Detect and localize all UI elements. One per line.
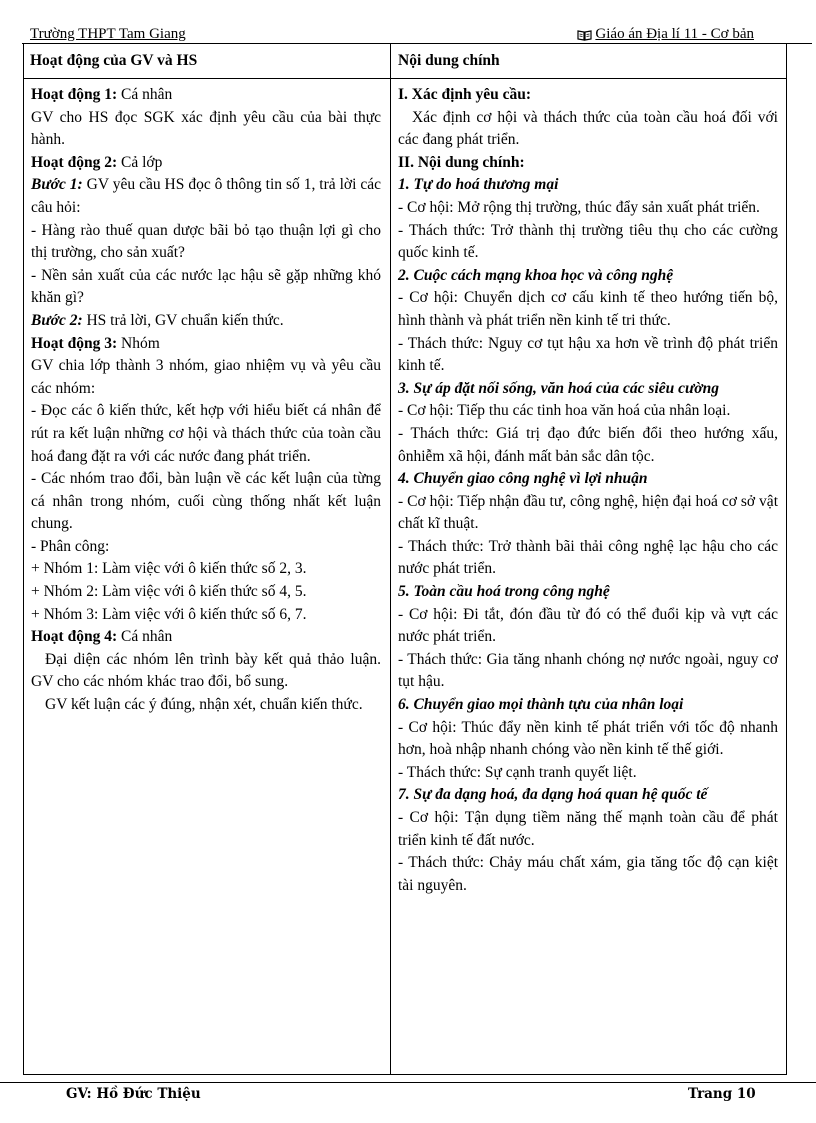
col-header-content: Nội dung chính: [398, 52, 500, 69]
activity-4: [31, 626, 381, 649]
item-7-opportunity: - Cơ hội: Tận dụng tiềm năng thế mạnh toàn cầu để phát triển kinh tế đất nước.: [398, 809, 778, 849]
activity-1-desc: GV cho HS đọc SGK xác định yêu cầu của bài thực hành.: [31, 108, 381, 149]
table-header-row: [24, 44, 786, 79]
column-divider: [390, 44, 391, 1074]
item-1-title: 1. Tự do hoá thương mại: [398, 176, 559, 194]
col-header-activities: Hoạt động của GV và HS: [30, 52, 198, 69]
activity-1: [31, 84, 381, 107]
teacher-name: GV: Hồ Đức Thiệu: [66, 1086, 201, 1102]
item-4-opportunity: - Cơ hội: Tiếp nhận đầu tư, công nghệ, hiện đại hoá cơ sở vật chất kĩ thuật.: [398, 492, 778, 533]
lesson-table: [23, 43, 787, 1075]
page-header: [30, 26, 786, 44]
item-4-challenge: - Thách thức: Trở thành bãi thải công nghệ lạc hậu cho các nước phát triển.: [398, 537, 778, 578]
question-1: - Hàng rào thuế quan dược bãi bỏ tạo thuận lợi gì cho thị trường, cho sản xuất?: [31, 221, 381, 262]
item-1-opportunity: - Cơ hội: Mở rộng thị trường, thúc đẩy sản xuất phát triển.: [398, 198, 760, 216]
section-2-title: II. Nội dung chính:: [398, 153, 525, 171]
item-5-challenge: - Thách thức: Gia tăng nhanh chóng nợ nước ngoài, nguy cơ tụt hậu.: [398, 650, 778, 691]
activity-3: [31, 333, 381, 356]
footer-rule: [0, 1082, 816, 1083]
task-2: - Các nhóm trao đổi, bàn luận về các kết luận của từng cá nhân trong nhóm, cuối cùng thống nhất kết luận chung.: [31, 470, 381, 533]
step-1-text: GV yêu cầu HS đọc ô thông tin số 1, trả lời các câu hỏi:: [31, 176, 382, 216]
item-2-opportunity: - Cơ hội: Chuyển dịch cơ cấu kinh tế theo hướng tiến bộ, hình thành và phát triển nền kinh tế tri thức.: [398, 289, 778, 329]
item-3-challenge: - Thách thức: Giá trị đạo đức biến đổi theo hướng xấu, ônhiễm xã hội, đánh mất bản sắc dân tộc.: [398, 424, 778, 465]
activity-4-para-1: Đại diện các nhóm lên trình bày kết quả thảo luận. GV cho các nhóm khác trao đổi, bổ sung.: [31, 650, 381, 691]
step-1: [31, 174, 381, 219]
item-6-challenge: - Thách thức: Sự cạnh tranh quyết liệt.: [398, 763, 637, 781]
item-5-title: 5. Toàn cầu hoá trong công nghệ: [398, 583, 610, 601]
item-7-challenge: - Thách thức: Chảy máu chất xám, gia tăng tốc độ cạn kiệt tài nguyên.: [398, 854, 778, 894]
item-6-opportunity: - Cơ hội: Thúc đẩy nền kinh tế phát triển với tốc độ nhanh hơn, hoà nhập nhanh chóng vào nền kinh tế thế giới.: [398, 718, 778, 759]
item-3-title: 3. Sự áp đặt nối sống, văn hoá của các siêu cường: [398, 379, 719, 397]
group-1: + Nhóm 1: Làm việc với ô kiến thức số 2, 3.: [31, 560, 307, 578]
activity-3-desc: GV chia lớp thành 3 nhóm, giao nhiệm vụ và yêu cầu các nhóm:: [31, 357, 381, 397]
item-5-opportunity: - Cơ hội: Đi tắt, đón đầu từ đó có thể đuổi kịp và vựt các nước phát triển.: [398, 605, 778, 646]
activity-1-label: Hoạt động 1:: [31, 86, 118, 103]
activity-1-type: Cá nhân: [117, 86, 173, 103]
activity-2: [31, 152, 381, 175]
assignment-label: - Phân công:: [31, 537, 110, 555]
school-name: Trường THPT Tam Giang: [30, 26, 186, 42]
item-3-opportunity: - Cơ hội: Tiếp thu các tinh hoa văn hoá của nhân loại.: [398, 402, 731, 420]
activities-column: [31, 84, 381, 717]
item-2-challenge: - Thách thức: Nguy cơ tụt hậu xa hơn về trình độ phát triển kinh tế.: [398, 334, 778, 375]
content-column: [398, 84, 778, 897]
item-4-title: 4. Chuyển giao công nghệ vì lợi nhuận: [398, 470, 648, 488]
item-7-title: 7. Sự đa dạng hoá, đa dạng hoá quan hệ quốc tế: [398, 786, 708, 804]
task-1: - Đọc các ô kiến thức, kết hợp với hiểu biết cá nhân để rút ra kết luận những cơ hội và thách thức của toàn cầu hoá đang đặt ra với các nước đang phát triển.: [31, 402, 381, 465]
section-1-text: Xác định cơ hội và thách thức của toàn cầu hoá đối với các đang phát triển.: [398, 108, 778, 149]
question-2: - Nền sản xuất của các nước lạc hậu sẽ gặp những khó khăn gì?: [31, 266, 381, 307]
activity-2-label: Hoạt động 2:: [31, 153, 118, 171]
activity-2-type: Cả lớp: [117, 153, 163, 171]
step-2-label: Bước 2:: [31, 311, 83, 329]
activity-3-label: Hoạt động 3:: [31, 334, 118, 352]
group-3: + Nhóm 3: Làm việc với ô kiến thức số 6, 7.: [31, 605, 307, 623]
item-6-title: 6. Chuyển giao mọi thành tựu của nhân loại: [398, 696, 684, 714]
activity-4-label: Hoạt động 4:: [31, 628, 118, 646]
subject-title-wrap: [577, 26, 754, 43]
group-2: + Nhóm 2: Làm việc với ô kiến thức số 4, 5.: [31, 583, 307, 601]
step-1-label: Bước 1:: [31, 176, 83, 194]
book-icon: [577, 29, 592, 41]
item-2-title: 2. Cuộc cách mạng khoa học và công nghệ: [398, 266, 674, 284]
activity-3-type: Nhóm: [117, 334, 160, 352]
item-1-challenge: - Thách thức: Trở thành thị trường tiêu thụ cho các cường quốc kinh tế.: [398, 221, 778, 262]
step-2: [31, 310, 381, 333]
subject-title: Giáo án Địa lí 11 - Cơ bản: [595, 26, 754, 42]
page-number: Trang 10: [688, 1086, 756, 1102]
activity-4-para-2: GV kết luận các ý đúng, nhận xét, chuẩn kiến thức.: [45, 696, 363, 714]
activity-4-type: Cá nhân: [117, 628, 173, 646]
step-2-text: HS trả lời, GV chuẩn kiến thức.: [82, 311, 284, 329]
section-1-title: I. Xác định yêu cầu:: [398, 86, 532, 103]
